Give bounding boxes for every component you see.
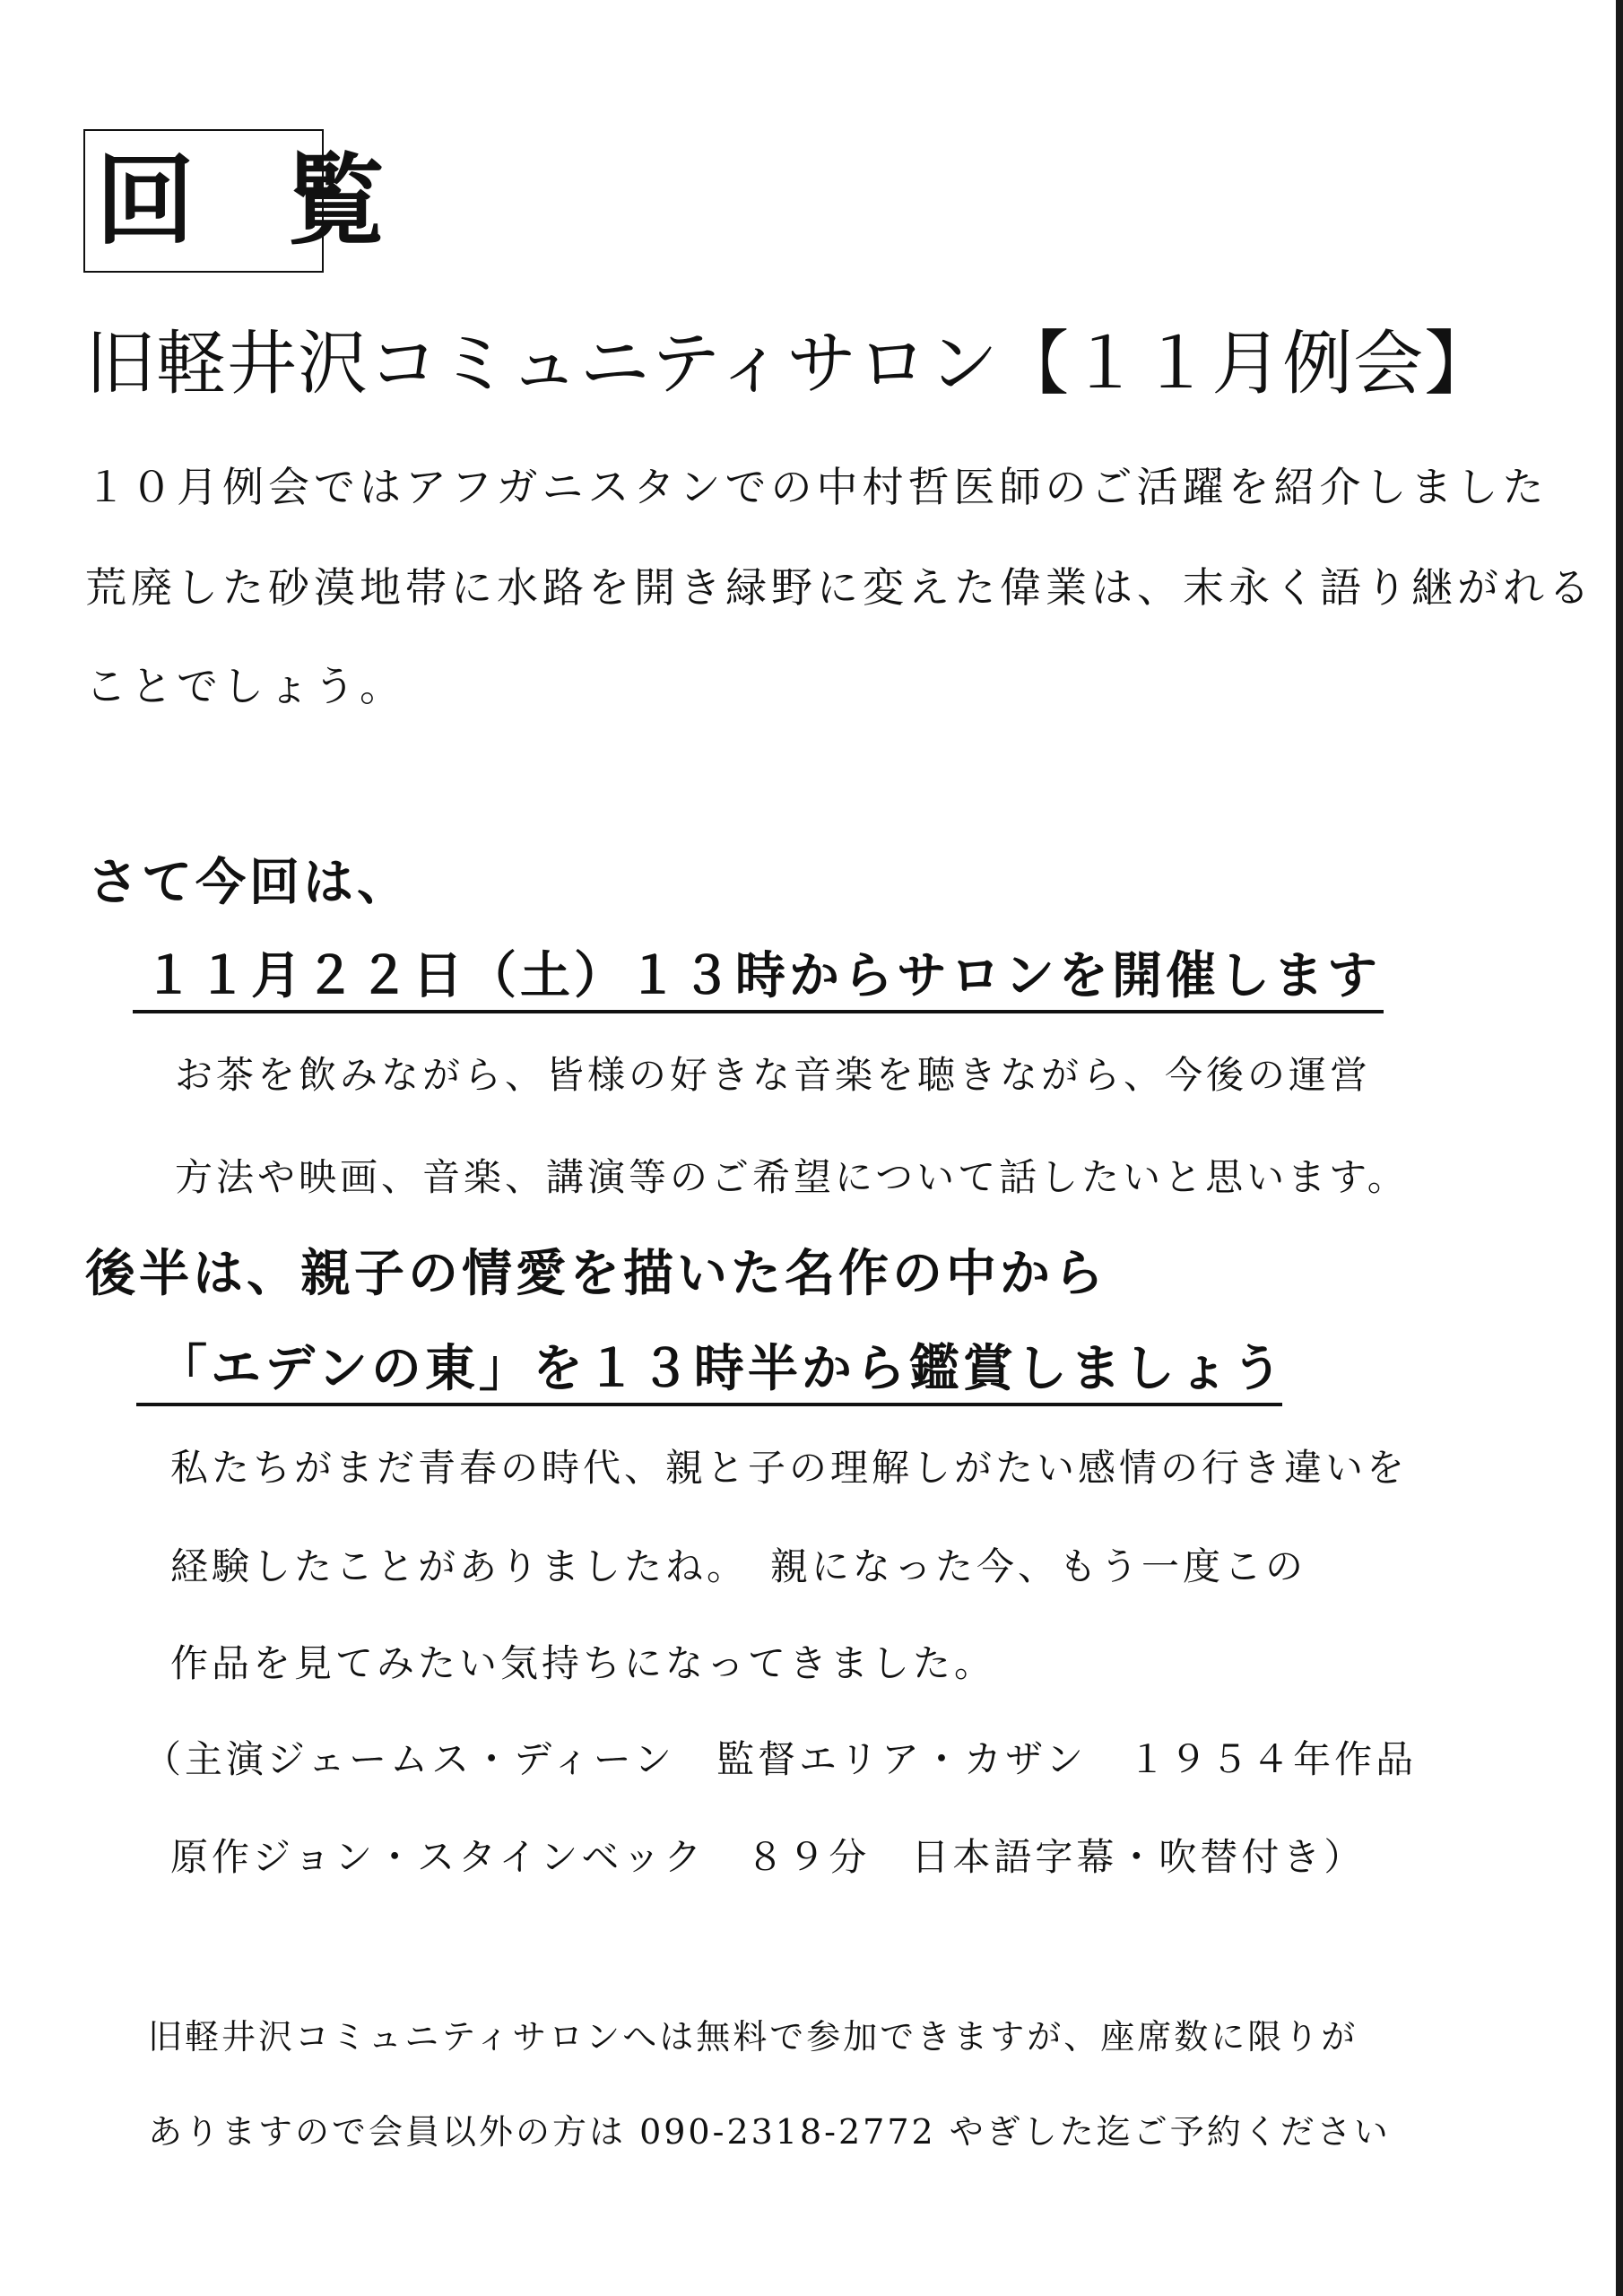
announcement-lead: さて今回は、 <box>88 853 411 912</box>
scan-edge <box>1616 0 1623 2296</box>
film-description-line-3: 作品を見てみたい気持ちになってきました。 <box>170 1641 996 1685</box>
film-description-line-2: 経験したことがありましたね。 親になった今、もう一度この <box>170 1544 1307 1588</box>
film-description-line-1: 私たちがまだ青春の時代、親と子の理解しがたい感情の行き違いを <box>170 1446 1409 1490</box>
footer-line-1: 旧軽井沢コミュニティサロンへは無料で参加できますが、座席数に限りが <box>148 2017 1358 2057</box>
film-headline-underline <box>136 1403 1282 1406</box>
film-headline: 「エデンの東」を１３時半から鑑賞しましょう <box>157 1339 1286 1398</box>
footer-line-2: ありますので会員以外の方は 090-2318-2772 やぎした迄ご予約ください <box>148 2112 1391 2152</box>
intro-line-1: １０月例会ではアフガニスタンでの中村哲医師のご活躍を紹介しました <box>85 463 1549 511</box>
film-credits-line-2: 原作ジョン・スタインベック ８９分 日本語字幕・吹替付き） <box>170 1835 1366 1879</box>
film-credits-line-1: （主演ジェームス・ディーン 監督エリア・カザン １９５４年作品 <box>143 1737 1418 1781</box>
event-headline: １１月２２日（土）１３時からサロンを開催します <box>143 946 1381 1005</box>
event-detail-line-2: 方法や映画、音楽、講演等のご希望について話したいと思います。 <box>175 1155 1409 1199</box>
circulation-stamp-label: 回 覧 <box>96 143 414 258</box>
event-headline-underline <box>133 1010 1384 1013</box>
notice-title: 旧軽井沢コミュニティサロン【１１月例会】 <box>85 324 1496 404</box>
event-detail-line-1: お茶を飲みながら、皆様の好きな音楽を聴きながら、今後の運営 <box>175 1053 1372 1097</box>
intro-line-3: ことでしょう。 <box>85 662 405 710</box>
circulation-stamp <box>83 129 414 273</box>
intro-line-2: 荒廃した砂漠地帯に水路を開き緑野に変えた偉業は、末永く語り継がれる <box>85 563 1594 612</box>
film-lead: 後半は、親子の情愛を描いた名作の中から <box>85 1244 1107 1303</box>
